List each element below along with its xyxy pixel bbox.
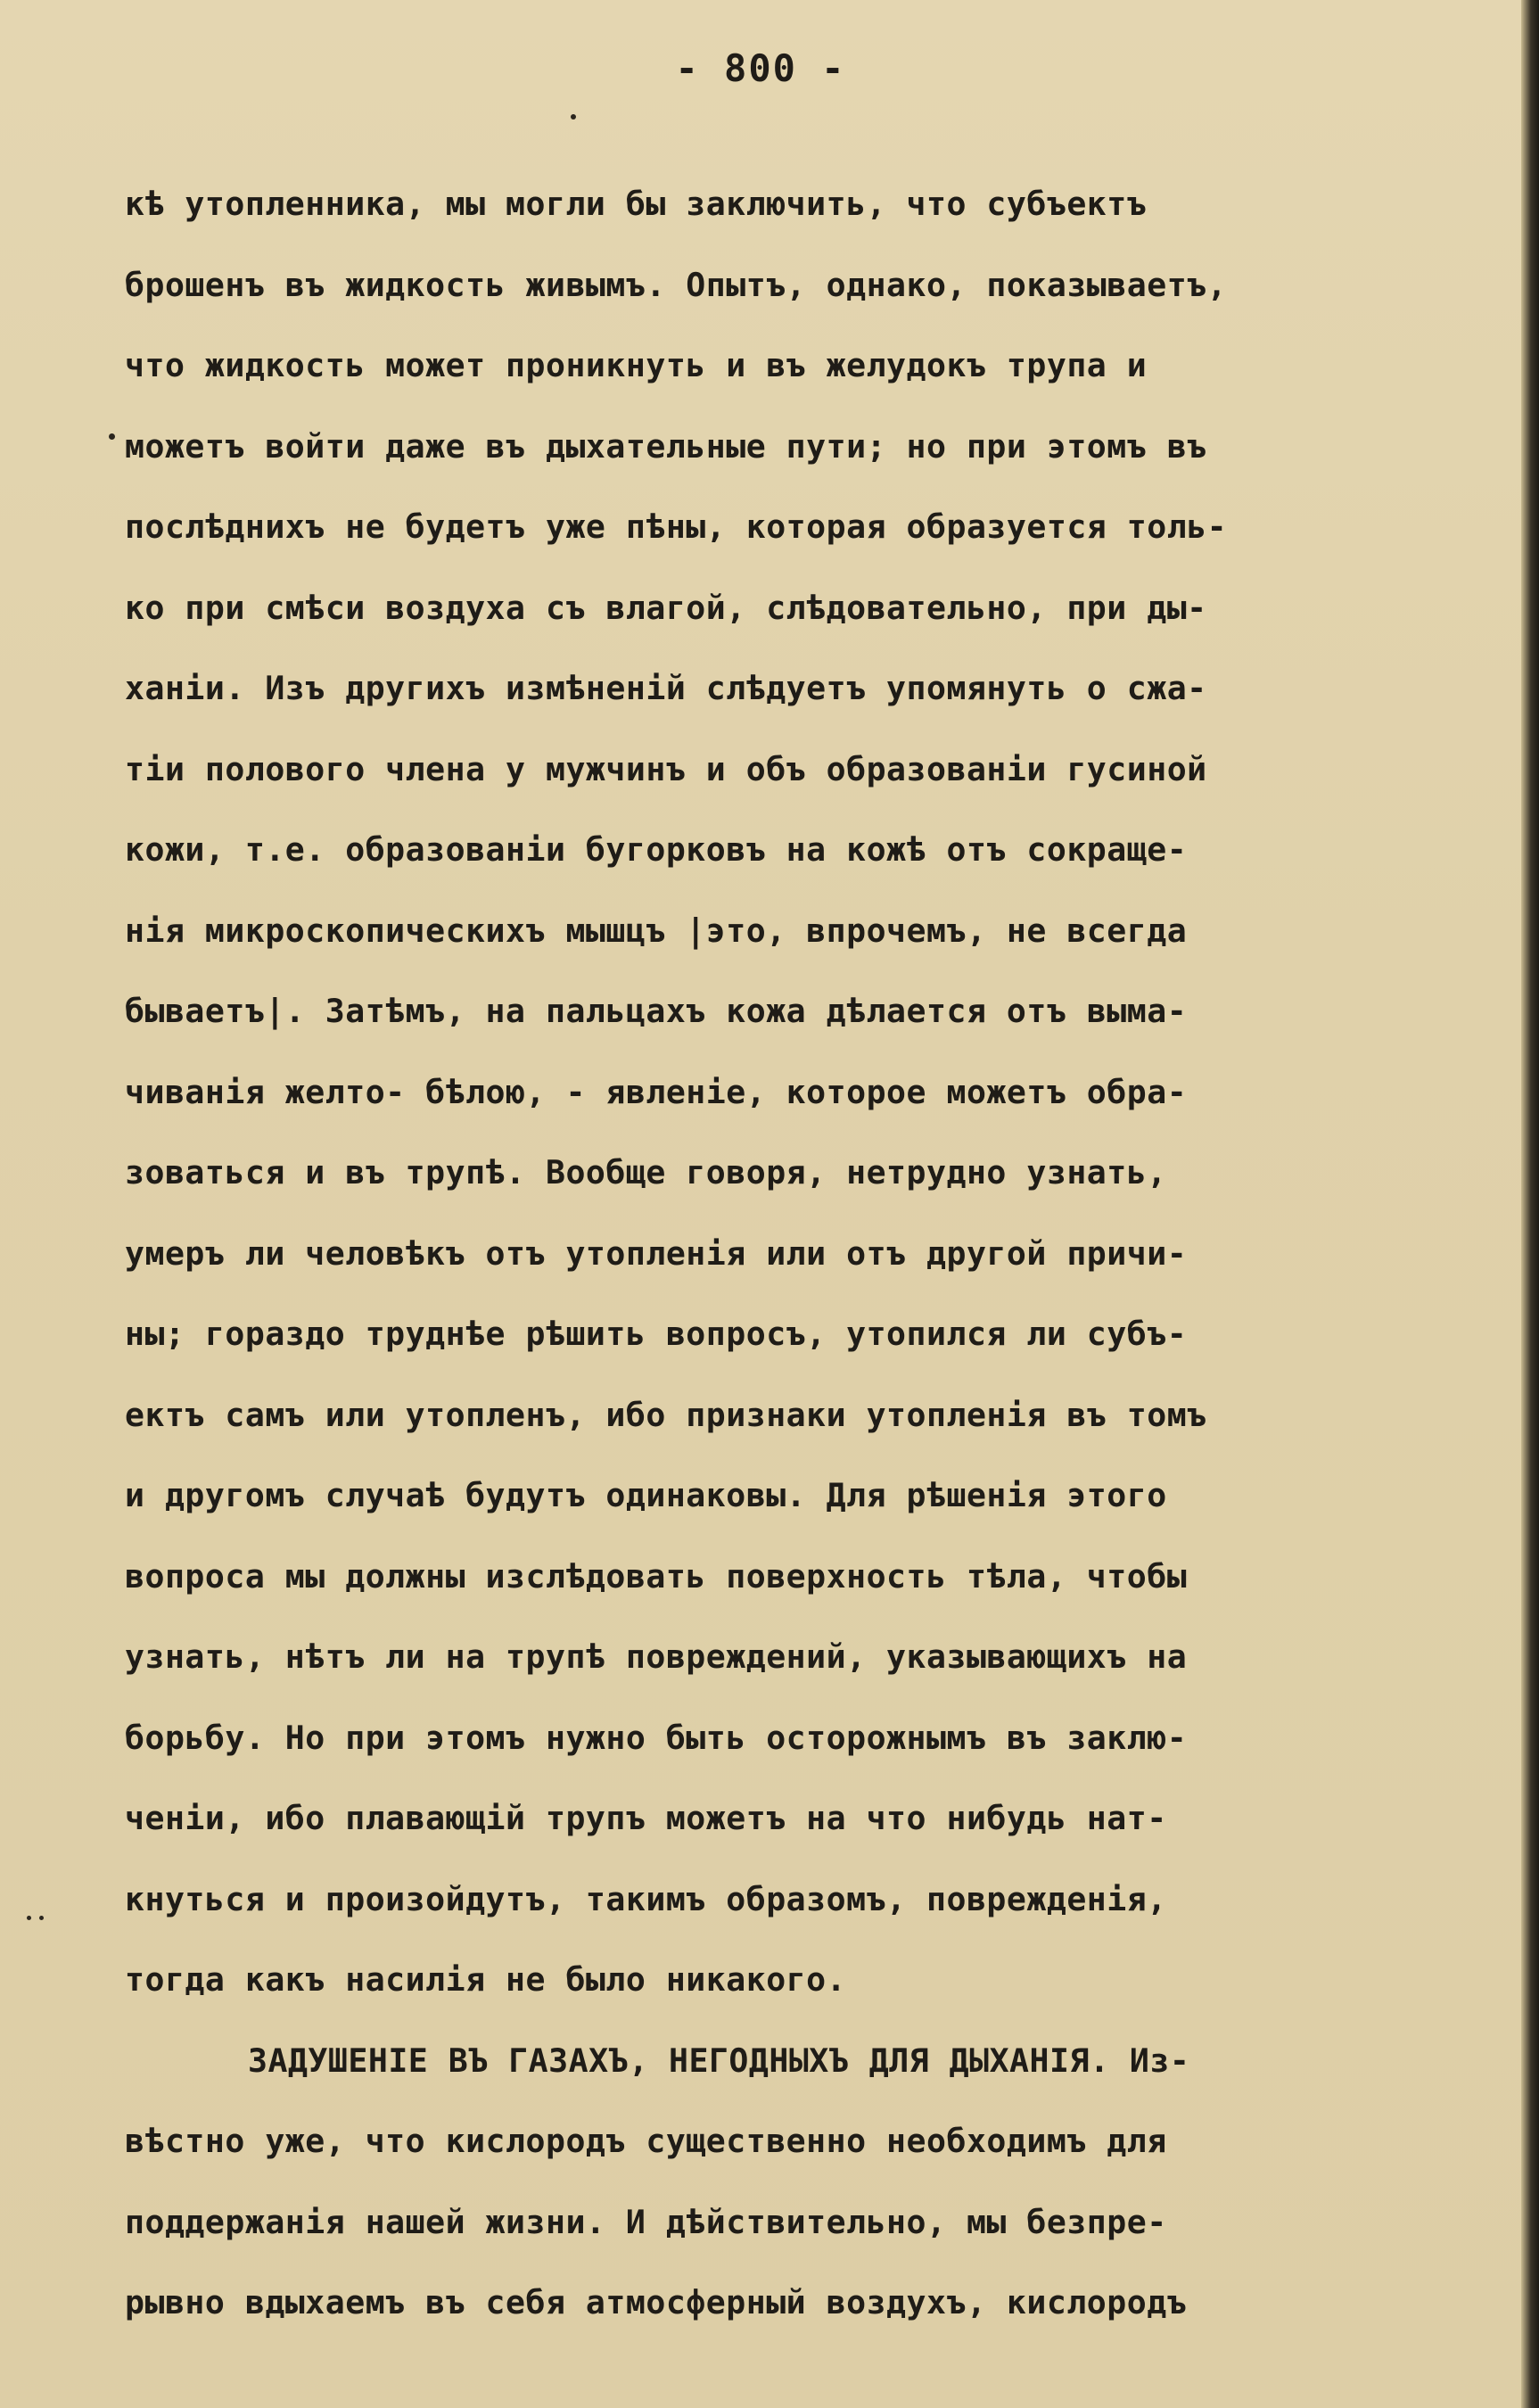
- text-line: и другомъ случаѣ будутъ одинаковы. Для рѣшенія этого: [125, 1476, 1167, 1514]
- text-line: ко при смѣси воздуха съ влагой, слѣдовательно, при ды-: [125, 588, 1207, 627]
- page-number: - 800 -: [675, 46, 846, 90]
- ink-speck: [39, 1916, 44, 1920]
- text-line: ченіи, ибо плавающій трупъ можетъ на что нибудь нат-: [125, 1799, 1167, 1837]
- page-binding-edge: [1521, 0, 1539, 2408]
- text-line: что жидкость может проникнуть и въ желудокъ трупа и: [125, 346, 1148, 384]
- paragraph-drowning: [125, 164, 1498, 2021]
- text-line: брошенъ въ жидкость живымъ. Опытъ, однако, показываетъ,: [125, 265, 1228, 304]
- text-line: тогда какъ насилія не было никакого.: [125, 1960, 847, 1999]
- ink-speck: [27, 1916, 31, 1920]
- text-line: ханіи. Изъ другихъ измѣненій слѣдуетъ упомянуть о сжа-: [125, 669, 1207, 707]
- text-line: узнать, нѣтъ ли на трупѣ повреждений, указывающихъ на: [125, 1637, 1188, 1676]
- text-line: вѣстно уже, что кислородъ существенно необходимъ для: [125, 2122, 1167, 2160]
- paragraph-suffocation: [125, 2021, 1498, 2344]
- text-line: поддержанія нашей жизни. И дѣйствительно, мы безпре-: [125, 2202, 1167, 2241]
- text-line: можетъ войти даже въ дыхательные пути; но при этомъ въ: [125, 426, 1207, 466]
- text-line: ектъ самъ или утопленъ, ибо признаки утопленія въ томъ: [125, 1395, 1207, 1434]
- text-line: умеръ ли человѣкъ отъ утопленія или отъ другой причи-: [125, 1233, 1188, 1273]
- text-line: борьбу. Но при этомъ нужно быть осторожнымъ въ заклю-: [125, 1718, 1188, 1757]
- text-line: нія микроскопическихъ мышцъ |это, впрочемъ, не всегда: [125, 911, 1188, 950]
- text-line: рывно вдыхаемъ въ себя атмосферный воздухъ, кислородъ: [125, 2283, 1188, 2321]
- text-line: кожи, т.е. образованіи бугорковъ на кожѣ отъ сокраще-: [125, 830, 1188, 869]
- section-heading-line: ЗАДУШЕНІЕ ВЪ ГАЗАХЪ, НЕГОДНЫХЪ ДЛЯ ДЫХАНІЯ. Из-: [248, 2041, 1190, 2080]
- text-line: кѣ утопленника, мы могли бы заключить, что субъектъ: [125, 185, 1148, 223]
- ink-speck: [109, 433, 115, 440]
- text-line: зоваться и въ трупѣ. Вообще говоря, нетрудно узнать,: [125, 1153, 1167, 1192]
- text-line: ны; гораздо труднѣе рѣшить вопросъ, утопился ли субъ-: [125, 1315, 1188, 1353]
- text-line: послѣднихъ не будетъ уже пѣны, которая образуется толь-: [125, 507, 1228, 546]
- text-line: чиванія желто- бѣлою, - явленіе, которое можетъ обра-: [125, 1072, 1188, 1111]
- body-text: [125, 164, 1498, 2344]
- ink-speck: [571, 114, 576, 120]
- text-line: кнуться и произойдутъ, такимъ образомъ, поврежденія,: [125, 1879, 1167, 1918]
- text-line: тіи полового члена у мужчинъ и объ образованіи гусиной: [125, 749, 1207, 788]
- text-line: вопроса мы должны изслѣдовать поверхность тѣла, чтобы: [125, 1556, 1188, 1596]
- text-line: бываетъ|. Затѣмъ, на пальцахъ кожа дѣлается отъ выма-: [125, 992, 1188, 1030]
